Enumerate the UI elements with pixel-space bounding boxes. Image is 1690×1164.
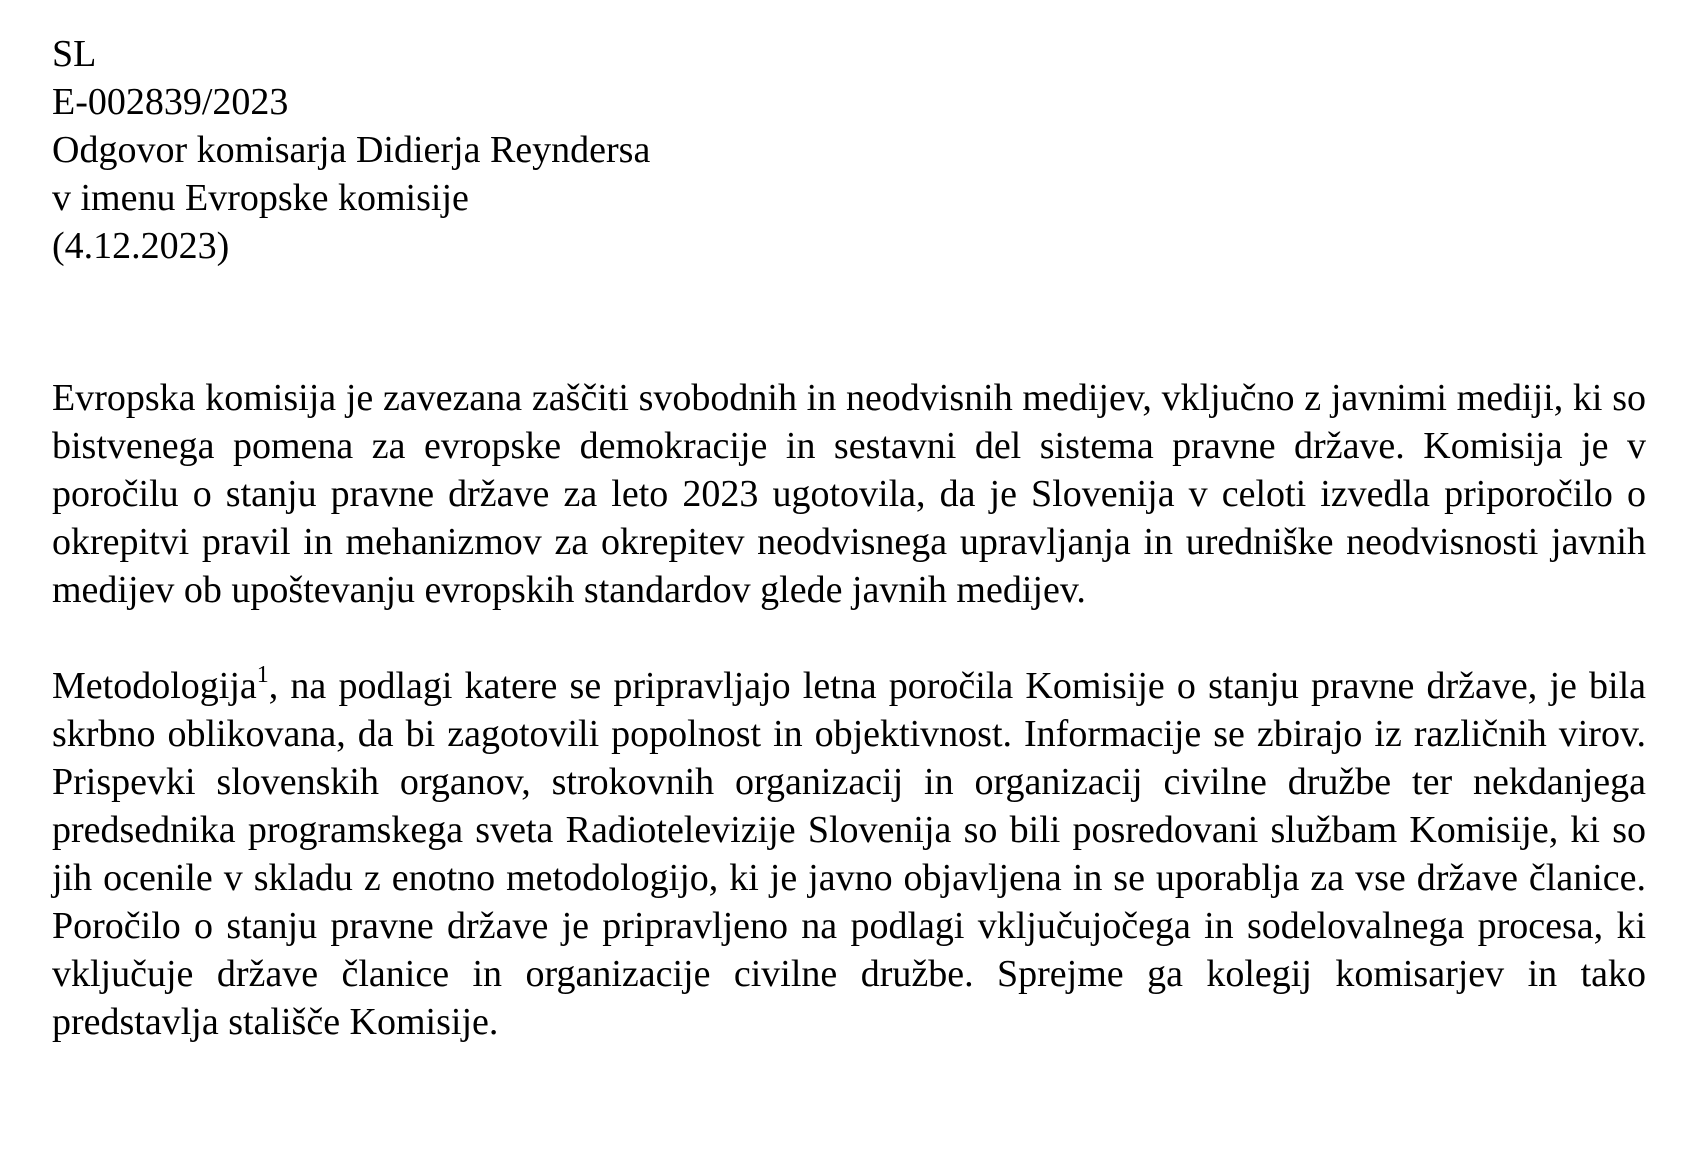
document-page	[52, 30, 1646, 1046]
answer-title-line-2: v imenu Evropske komisije	[52, 177, 469, 219]
document-header	[52, 30, 1646, 270]
answer-date: (4.12.2023)	[52, 225, 230, 267]
question-reference: E-002839/2023	[52, 81, 289, 123]
answer-title-line-1: Odgovor komisarja Didierja Reyndersa	[52, 129, 651, 171]
body-paragraph-1: Evropska komisija je zavezana zaščiti svobodnih in neodvisnih medijev, vključno z javnimi mediji, ki so bistvenega pomena za evropske demokracije in sestavni del sistema pravne države. Komisija je v poročilu o stanju pravne države za leto 2023 ugotovila, da je Slovenija v celoti izvedla priporočilo o okrepitvi pravil in mehanizmov za okrepitev neodvisnega upravljanja in uredniške neodvisnosti javnih medijev ob upoštevanju evropskih standardov glede javnih medijev.	[52, 377, 1646, 611]
language-code: SL	[52, 33, 97, 75]
paragraph-2-lead: Metodologija	[52, 665, 257, 707]
paragraph-2-text: , na podlagi katere se pripravljajo letna poročila Komisije o stanju pravne države, je bila skrbno oblikovana, da bi zagotovili popolnost in objektivnost. Informacije se zbirajo iz različnih virov. Prispevki slovenskih organov, strokovnih organizacij in organizacij civilne družbe ter nekdanjega predsednika programskega sveta Radiotelevizije Slovenija so bili posredovani službam Komisije, ki so jih ocenile v skladu z enotno metodologijo, ki je javno objavljena in se uporablja za vse države članice. Poročilo o stanju pravne države je pripravljeno na podlagi vključujočega in sodelovalnega procesa, ki vključuje države članice in organizacije civilne družbe. Sprejme ga kolegij komisarjev in tako predstavlja stališče Komisije.	[52, 665, 1646, 1043]
body-paragraph-2	[52, 662, 1646, 1046]
footnote-marker[interactable]: 1	[256, 662, 269, 689]
